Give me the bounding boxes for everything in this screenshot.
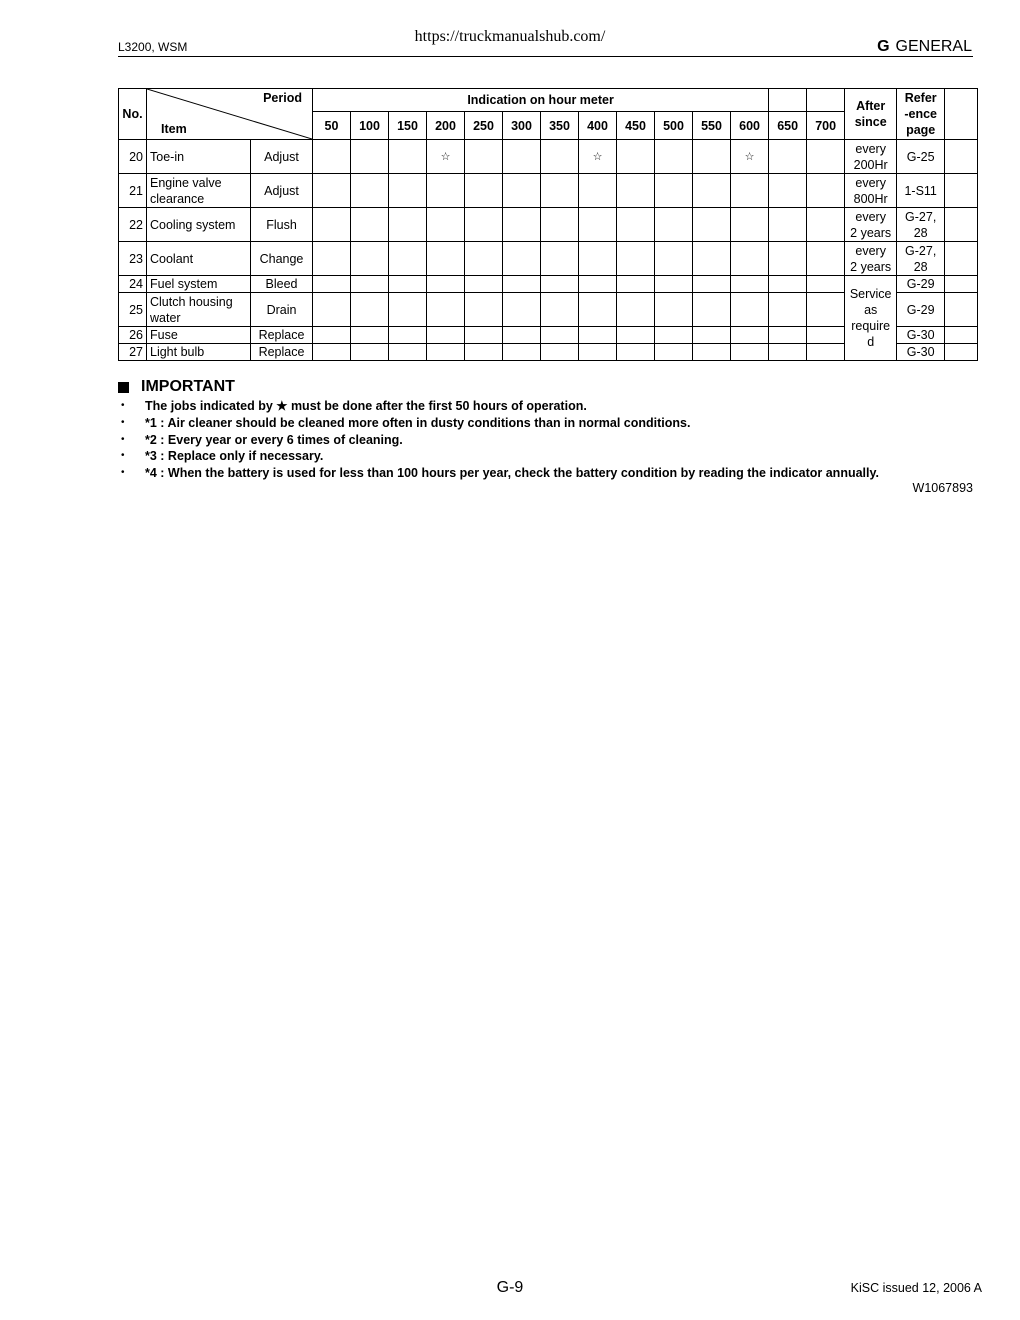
hour-header: 100 (351, 112, 389, 140)
action: Adjust (251, 140, 313, 174)
action: Replace (251, 344, 313, 361)
important-section (118, 378, 978, 482)
section-letter: G (877, 38, 890, 55)
after-since-header: After since (845, 89, 897, 140)
hour-cell (313, 242, 351, 276)
blank-header-700 (807, 89, 845, 112)
hour-cell (579, 276, 617, 293)
hour-cell (503, 344, 541, 361)
period-item-header (147, 89, 313, 140)
hour-cell (579, 174, 617, 208)
no-header: No. (119, 89, 147, 140)
hour-cell (655, 327, 693, 344)
reference-page: 1-S11 (897, 174, 945, 208)
hour-cell (617, 344, 655, 361)
hour-cell (541, 242, 579, 276)
hour-cell (313, 174, 351, 208)
extra-cell (945, 293, 978, 327)
bullet-icon: • (121, 400, 125, 411)
action: Replace (251, 327, 313, 344)
important-notes (118, 398, 978, 482)
hour-cell (389, 140, 427, 174)
hour-cell (503, 327, 541, 344)
hour-cell (807, 293, 845, 327)
reference-page: G-27, 28 (897, 242, 945, 276)
note-item: • *4 : When the battery is used for less than 100 hours per year, check the battery condition by reading the indicator annually. (118, 465, 978, 482)
hour-cell (655, 242, 693, 276)
hour-cell (655, 140, 693, 174)
reference-page: G-30 (897, 327, 945, 344)
after-since-cell: every 2 years (845, 208, 897, 242)
hour-cell (693, 208, 731, 242)
bullet-icon: • (121, 467, 125, 479)
hour-cell (807, 174, 845, 208)
table-body (119, 140, 978, 361)
hour-cell (427, 208, 465, 242)
hour-cell (617, 140, 655, 174)
section-name: GENERAL (895, 38, 972, 55)
hour-cell (503, 140, 541, 174)
hour-header: 450 (617, 112, 655, 140)
item-name: Fuse (147, 327, 251, 344)
hour-cell (351, 242, 389, 276)
reference-page: G-30 (897, 344, 945, 361)
hour-cell (655, 344, 693, 361)
item-name: Toe-in (147, 140, 251, 174)
hour-cell (731, 344, 769, 361)
reference-page-header: Refer -ence page (897, 89, 945, 140)
action: Drain (251, 293, 313, 327)
hour-cell (579, 242, 617, 276)
after-since-cell: every 200Hr (845, 140, 897, 174)
hour-cell (579, 344, 617, 361)
hour-cell (731, 327, 769, 344)
hour-cell (541, 276, 579, 293)
table-row (119, 242, 978, 276)
hour-cell (731, 293, 769, 327)
hour-cell (769, 327, 807, 344)
extra-cell (945, 344, 978, 361)
reference-page: G-27, 28 (897, 208, 945, 242)
extra-cell (945, 140, 978, 174)
hour-cell (503, 174, 541, 208)
hour-cell (427, 293, 465, 327)
action: Change (251, 242, 313, 276)
hour-cell (313, 293, 351, 327)
hour-cell (693, 174, 731, 208)
hour-header: 200 (427, 112, 465, 140)
hour-header: 250 (465, 112, 503, 140)
header-rule (118, 56, 973, 57)
after-since-cell: every 800Hr (845, 174, 897, 208)
table-row (119, 208, 978, 242)
hour-cell (427, 140, 465, 174)
hour-cell (351, 276, 389, 293)
hour-header: 300 (503, 112, 541, 140)
hour-cell (617, 242, 655, 276)
reference-page: G-29 (897, 293, 945, 327)
hour-cell (693, 140, 731, 174)
star-icon: ☆ (440, 151, 451, 163)
hour-cell (351, 293, 389, 327)
hour-cell (693, 276, 731, 293)
action: Adjust (251, 174, 313, 208)
hour-cell (389, 208, 427, 242)
hour-cell (427, 174, 465, 208)
hour-cell (541, 344, 579, 361)
hour-cell (389, 242, 427, 276)
note-item: • *3 : Replace only if necessary. (118, 448, 978, 465)
hour-cell (465, 208, 503, 242)
hour-cell (807, 344, 845, 361)
hour-cell (465, 327, 503, 344)
section-heading (877, 38, 972, 56)
row-number: 24 (119, 276, 147, 293)
hour-cell (541, 208, 579, 242)
extra-header (945, 89, 978, 140)
item-name: Clutch housing water (147, 293, 251, 327)
hour-cell (389, 276, 427, 293)
hour-cell (389, 327, 427, 344)
hour-cell (769, 242, 807, 276)
hour-header: 550 (693, 112, 731, 140)
hour-cell (731, 174, 769, 208)
hour-cell (503, 276, 541, 293)
hour-cell (427, 327, 465, 344)
hour-cell (313, 327, 351, 344)
page-number: G-9 (496, 1279, 524, 1296)
hour-cell (465, 276, 503, 293)
extra-cell (945, 208, 978, 242)
hour-cell (693, 242, 731, 276)
hour-cell (769, 293, 807, 327)
hour-cell (313, 276, 351, 293)
hour-cell (731, 208, 769, 242)
hour-cell (655, 293, 693, 327)
reference-page: G-29 (897, 276, 945, 293)
star-icon: ☆ (592, 151, 603, 163)
hour-cell (313, 344, 351, 361)
hour-cell (617, 208, 655, 242)
square-bullet-icon (118, 382, 129, 393)
indication-header: Indication on hour meter (313, 89, 769, 112)
manual-title: L3200, WSM (118, 40, 188, 54)
row-number: 27 (119, 344, 147, 361)
hour-cell (313, 140, 351, 174)
service-as-required-cell: Service as require d (845, 276, 897, 361)
hour-cell (427, 242, 465, 276)
row-number: 20 (119, 140, 147, 174)
after-since-cell: every 2 years (845, 242, 897, 276)
hour-cell (769, 174, 807, 208)
hour-cell (617, 327, 655, 344)
hour-cell (731, 242, 769, 276)
hour-cell (579, 140, 617, 174)
hour-cell (503, 293, 541, 327)
hour-cell (807, 208, 845, 242)
hour-cell (807, 140, 845, 174)
hour-cell (807, 242, 845, 276)
extra-cell (945, 276, 978, 293)
extra-cell (945, 174, 978, 208)
extra-cell (945, 327, 978, 344)
row-number: 22 (119, 208, 147, 242)
important-heading: IMPORTANT (118, 378, 978, 396)
hour-cell (389, 344, 427, 361)
hour-cell (731, 140, 769, 174)
hour-cell (617, 293, 655, 327)
item-name: Light bulb (147, 344, 251, 361)
bullet-icon: • (121, 416, 125, 428)
document-code: W1067893 (912, 481, 973, 495)
hour-cell (351, 327, 389, 344)
hour-cell (313, 208, 351, 242)
hour-cell (427, 344, 465, 361)
table-row (119, 276, 978, 293)
hour-cell (541, 174, 579, 208)
item-name: Engine valve clearance (147, 174, 251, 208)
hour-cell (351, 140, 389, 174)
hour-cell (731, 276, 769, 293)
extra-cell (945, 242, 978, 276)
row-number: 23 (119, 242, 147, 276)
hour-cell (617, 276, 655, 293)
hour-cell (465, 140, 503, 174)
hour-cell (807, 276, 845, 293)
hour-header: 650 (769, 112, 807, 140)
hour-cell (541, 140, 579, 174)
bullet-icon: • (121, 450, 125, 462)
hour-cell (503, 242, 541, 276)
hour-cell (351, 208, 389, 242)
table-row (119, 140, 978, 174)
hour-cell (617, 174, 655, 208)
hour-cell (693, 293, 731, 327)
maintenance-table (118, 88, 978, 361)
hour-header: 400 (579, 112, 617, 140)
action: Flush (251, 208, 313, 242)
source-url: https://truckmanualshub.com/ (414, 28, 606, 45)
bullet-icon: • (121, 433, 125, 445)
hour-cell (769, 140, 807, 174)
hour-cell (503, 208, 541, 242)
hour-cell (769, 276, 807, 293)
note-item: • The jobs indicated by ★ must be done after the first 50 hours of operation. (118, 398, 978, 415)
hour-cell (655, 174, 693, 208)
hour-header: 600 (731, 112, 769, 140)
hour-cell (579, 208, 617, 242)
hour-cell (579, 327, 617, 344)
hour-header: 50 (313, 112, 351, 140)
hour-cell (655, 208, 693, 242)
note-item: • *2 : Every year or every 6 times of cleaning. (118, 432, 978, 449)
item-name: Fuel system (147, 276, 251, 293)
blank-header-650 (769, 89, 807, 112)
hour-cell (769, 208, 807, 242)
row-number: 26 (119, 327, 147, 344)
hour-cell (427, 276, 465, 293)
hour-cell (351, 174, 389, 208)
hour-cell (465, 293, 503, 327)
hour-cell (693, 327, 731, 344)
star-icon: ☆ (744, 151, 755, 163)
table-row (119, 174, 978, 208)
hour-cell (541, 293, 579, 327)
hour-header: 700 (807, 112, 845, 140)
hour-cell (351, 344, 389, 361)
note-item: • *1 : Air cleaner should be cleaned more often in dusty conditions than in normal conditions. (118, 415, 978, 432)
hour-cell (465, 344, 503, 361)
hour-cell (541, 327, 579, 344)
issue-info: KiSC issued 12, 2006 A (850, 1281, 982, 1295)
item-label: Item (161, 122, 187, 136)
row-number: 21 (119, 174, 147, 208)
hour-cell (465, 242, 503, 276)
hour-cell (769, 344, 807, 361)
hour-cell (807, 327, 845, 344)
hour-cell (655, 276, 693, 293)
item-name: Cooling system (147, 208, 251, 242)
hour-cell (465, 174, 503, 208)
hour-cell (579, 293, 617, 327)
hour-header: 500 (655, 112, 693, 140)
item-name: Coolant (147, 242, 251, 276)
row-number: 25 (119, 293, 147, 327)
hour-cell (389, 174, 427, 208)
hour-cell (693, 344, 731, 361)
action: Bleed (251, 276, 313, 293)
hour-header: 150 (389, 112, 427, 140)
reference-page: G-25 (897, 140, 945, 174)
hour-header: 350 (541, 112, 579, 140)
hour-cell (389, 293, 427, 327)
period-label: Period (263, 91, 302, 105)
